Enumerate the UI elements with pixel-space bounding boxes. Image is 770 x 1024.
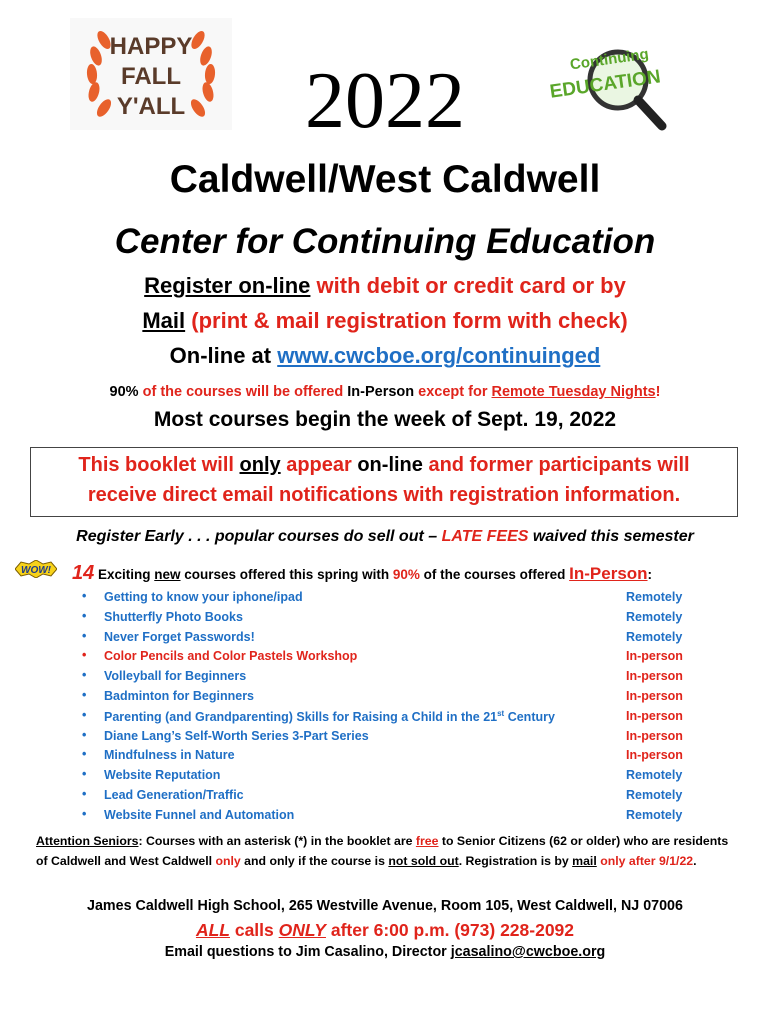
seniors-not-sold: not sold out: [388, 853, 459, 868]
website-link[interactable]: www.cwcboe.org/continuinged: [277, 343, 601, 368]
calls-line: [0, 920, 770, 941]
booklet-text-d: on-line: [357, 454, 423, 476]
course-mode: In-person: [626, 649, 683, 664]
seniors-text-f: and only if the course is: [240, 853, 389, 868]
seniors-text-h: . Registration is by: [458, 853, 573, 868]
bullet-icon: •: [82, 727, 87, 742]
offered-text-4: Remote Tuesday Nights: [491, 384, 656, 400]
calls-text-b: calls: [229, 920, 279, 940]
booklet-text-c: appear: [280, 454, 358, 476]
wow-badge: [15, 560, 57, 578]
list-item: [82, 747, 692, 767]
course-mode: Remotely: [626, 629, 683, 644]
course-mode: Remotely: [626, 787, 683, 802]
year-heading: 2022: [305, 57, 465, 145]
booklet-text-b: only: [239, 454, 281, 476]
course-name-sup: st: [497, 708, 505, 718]
list-item: [82, 589, 692, 609]
new-text-e: of the courses offered: [419, 567, 570, 582]
bullet-icon: •: [82, 628, 87, 643]
course-name: Badminton for Beginners: [104, 688, 255, 703]
seniors-text-d: to Senior Citizens (62 or older) who are residents of Caldwell and West Caldwell: [36, 834, 729, 868]
course-list: [82, 589, 692, 827]
seniors-heading: Attention Seniors: [36, 834, 139, 848]
seniors-free: free: [415, 834, 439, 848]
course-name: Website Funnel and Automation: [104, 807, 295, 822]
new-count: 14: [72, 562, 95, 584]
register-card-text: with debit or credit card or by: [310, 273, 626, 298]
late-fees-text: LATE FEES: [441, 528, 529, 545]
bullet-icon: •: [82, 767, 87, 782]
offered-text-2: In-Person: [347, 384, 415, 400]
course-name: Mindfulness in Nature: [104, 748, 235, 763]
begin-line: Most courses begin the week of Sept. 19, 2022: [153, 408, 617, 431]
email-link[interactable]: jcasalino@cwcboe.org: [450, 944, 606, 960]
list-item: [82, 807, 692, 827]
seniors-notice: [36, 832, 736, 871]
bullet-icon: •: [82, 589, 87, 603]
wow-text: WOW!: [21, 565, 51, 576]
seniors-only: only: [215, 853, 241, 868]
list-item: [82, 767, 692, 787]
early-text-a: Register Early . . . popular courses do sell out –: [76, 528, 442, 545]
booklet-line-2: receive direct email notifications with registration information.: [87, 484, 681, 506]
early-text-c: waived this semester: [528, 528, 694, 545]
course-name: Lead Generation/Traffic: [104, 787, 244, 802]
fall-text-3: Y'ALL: [116, 93, 186, 120]
register-early-line: [0, 528, 770, 546]
register-mail-text: Mail: [142, 308, 186, 333]
continuing-education-logo: [540, 38, 680, 133]
bullet-icon: •: [82, 668, 87, 683]
seniors-mail: mail: [572, 853, 597, 868]
course-name: Diane Lang’s Self-Worth Series 3-Part Series: [104, 728, 369, 743]
bullet-icon: •: [82, 707, 87, 722]
list-item: [82, 648, 692, 668]
course-name: Never Forget Passwords!: [104, 629, 255, 644]
course-name: Getting to know your iphone/ipad: [104, 590, 303, 604]
course-mode: In-person: [626, 728, 683, 743]
list-item: [82, 688, 692, 708]
seniors-period: .: [693, 853, 697, 868]
new-courses-line: [72, 562, 652, 585]
email-line: [0, 944, 770, 960]
list-item: [82, 728, 692, 748]
offered-text-1: of the courses will be offered: [138, 384, 348, 400]
course-mode: In-person: [626, 688, 683, 703]
course-mode: Remotely: [626, 768, 683, 783]
new-text-b: new: [154, 567, 181, 582]
list-item: [82, 668, 692, 688]
calls-phone: after 6:00 p.m. (973) 228-2092: [325, 920, 575, 940]
offered-line: [0, 384, 770, 400]
offered-pct: 90%: [109, 384, 139, 400]
course-mode: In-person: [626, 748, 683, 763]
course-name: Shutterfly Photo Books: [104, 609, 243, 624]
bullet-icon: •: [82, 747, 87, 762]
offered-text-3: except for: [414, 384, 492, 400]
course-mode: Remotely: [626, 609, 683, 624]
ce-text-1: Continuing: [569, 45, 650, 74]
booklet-line-1: [30, 454, 738, 477]
register-mail-detail: (print & mail registration form with check): [185, 308, 628, 333]
register-line-1: [0, 273, 770, 299]
page-subtitle: Center for Continuing Education: [114, 222, 656, 261]
new-text-a: Exciting: [94, 567, 155, 582]
course-mode: In-person: [626, 708, 683, 723]
school-address: James Caldwell High School, 265 Westville Avenue, Room 105, West Caldwell, NJ 07006: [87, 898, 683, 914]
magnifying-glass-icon: [540, 38, 680, 133]
page-title: Caldwell/West Caldwell: [169, 158, 601, 201]
course-mode: Remotely: [626, 590, 683, 604]
wow-burst-icon: [15, 560, 57, 578]
fall-text-2: FALL: [121, 63, 181, 90]
course-name-tail: Century: [504, 709, 555, 724]
seniors-text-b: : Courses with an asterisk (*) in the booklet are: [138, 834, 416, 848]
course-mode: Remotely: [626, 807, 683, 822]
new-text-c: courses offered this spring with: [180, 567, 393, 582]
bullet-icon: •: [82, 786, 87, 801]
list-item: [82, 629, 692, 649]
list-item: [82, 787, 692, 807]
register-line-2: [0, 308, 770, 334]
bullet-icon: •: [82, 648, 87, 663]
booklet-text-a: This booklet will: [78, 454, 240, 476]
course-name: Volleyball for Beginners: [104, 669, 247, 684]
list-item: [82, 609, 692, 629]
bullet-icon: •: [82, 806, 87, 821]
course-name: [104, 709, 555, 724]
fall-text-1: HAPPY: [109, 33, 193, 60]
booklet-text-e: and former participants will: [422, 454, 690, 476]
course-name-main: Parenting (and Grandparenting) Skills for Raising a Child in the 21: [104, 709, 498, 724]
online-at-text: On-line at: [169, 343, 278, 368]
new-text-g: :: [647, 567, 653, 582]
new-text-d: 90%: [392, 567, 420, 582]
register-line-3: [0, 343, 770, 369]
course-name: Website Reputation: [104, 768, 221, 783]
course-mode: In-person: [626, 669, 683, 684]
course-name: Color Pencils and Color Pastels Workshop: [104, 649, 358, 664]
calls-all: ALL: [195, 920, 230, 940]
bullet-icon: •: [82, 687, 87, 702]
new-text-f: In-Person: [569, 564, 648, 583]
email-text: Email questions to Jim Casalino, Director: [164, 944, 451, 960]
register-online-text: Register on-line: [144, 273, 311, 298]
ce-text-2: EDUCATION: [548, 66, 662, 103]
bullet-icon: •: [82, 608, 87, 623]
offered-text-5: !: [655, 384, 661, 400]
calls-only: ONLY: [278, 920, 326, 940]
seniors-after-date: only after 9/1/22: [600, 853, 694, 868]
list-item: [82, 708, 692, 728]
